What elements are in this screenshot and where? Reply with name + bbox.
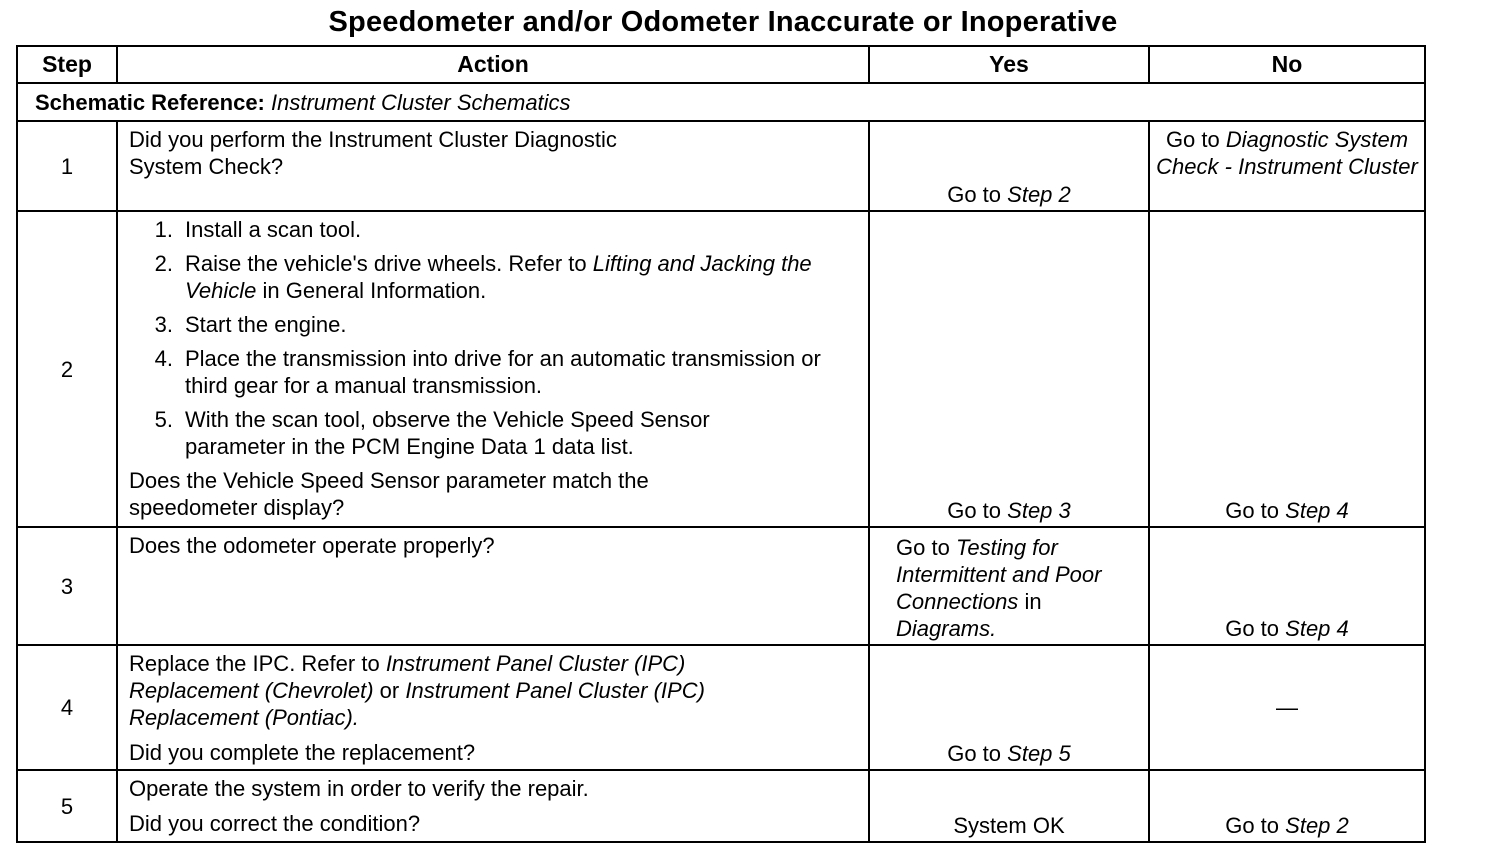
no-cell xyxy=(1149,211,1425,527)
yes-link-diagrams[interactable]: Diagrams. xyxy=(896,616,997,641)
yes-prefix: Go to xyxy=(947,741,1002,766)
yes-prefix: Go to xyxy=(947,182,1002,207)
step-number: 2 xyxy=(17,211,117,527)
table-row xyxy=(17,527,1425,645)
yes-cell xyxy=(869,527,1149,645)
schematic-label: Schematic Reference: xyxy=(35,89,265,115)
question-text: Did you correct the condition? xyxy=(129,811,421,836)
list-text-wrapper xyxy=(185,250,858,304)
action-cell xyxy=(117,121,869,211)
list-item xyxy=(129,250,858,304)
list-number: 2. xyxy=(154,251,173,276)
yes-link[interactable]: Step 2 xyxy=(1007,182,1071,207)
instruction-text xyxy=(129,650,789,731)
replacement-link-pontiac[interactable]: Instrument Panel Cluster (IPC) Replacement (Pontiac). xyxy=(129,678,705,730)
no-prefix: Go to xyxy=(1225,498,1280,523)
no-link[interactable]: Step 4 xyxy=(1285,498,1349,523)
step-number: 1 xyxy=(17,121,117,211)
question-text: Does the Vehicle Speed Sensor parameter match the speedometer display? xyxy=(129,468,649,520)
yes-text: System OK xyxy=(953,813,1065,838)
yes-link[interactable]: Step 5 xyxy=(1007,741,1071,766)
no-cell xyxy=(1149,121,1425,211)
list-item xyxy=(129,311,858,338)
procedure-list xyxy=(129,216,858,460)
header-action: Action xyxy=(117,46,869,83)
no-cell xyxy=(1149,770,1425,842)
yes-cell xyxy=(869,770,1149,842)
table-row xyxy=(17,770,1425,842)
list-text: Place the transmission into drive for an automatic transmission or third gear for a manual transmission. xyxy=(185,346,821,398)
list-text: Install a scan tool. xyxy=(185,217,362,242)
question-text: Did you perform the Instrument Cluster Diagnostic System Check? xyxy=(129,127,617,179)
action-cell xyxy=(117,645,869,770)
list-text: Start the engine. xyxy=(185,312,347,337)
no-cell xyxy=(1149,645,1425,770)
yes-cell xyxy=(869,645,1149,770)
action-cell xyxy=(117,770,869,842)
no-link[interactable]: Step 4 xyxy=(1285,616,1349,641)
table-row xyxy=(17,645,1425,770)
header-no: No xyxy=(1149,46,1425,83)
yes-cell xyxy=(869,211,1149,527)
list-number: 4. xyxy=(154,346,173,371)
yes-suffix: in xyxy=(1024,589,1042,614)
list-item xyxy=(129,345,858,399)
yes-prefix: Go to xyxy=(947,498,1002,523)
question-text: Did you complete the replacement? xyxy=(129,740,476,765)
diagnostic-table xyxy=(16,45,1426,843)
instruction-or: or xyxy=(379,678,400,703)
question-text: Does the odometer operate properly? xyxy=(129,533,495,558)
no-link[interactable]: Step 2 xyxy=(1285,813,1349,838)
no-cell xyxy=(1149,527,1425,645)
table-row xyxy=(17,211,1425,527)
no-prefix: Go to xyxy=(1225,616,1280,641)
page-title: Speedometer and/or Odometer Inaccurate or Inoperative xyxy=(328,6,1118,38)
no-prefix: Go to xyxy=(1165,127,1220,152)
instruction-lead: Replace the IPC. Refer to xyxy=(129,651,380,676)
no-link[interactable]: Diagnostic System Check - Instrument Cluster xyxy=(1156,127,1418,179)
yes-link[interactable]: Testing for Intermittent and Poor Connections xyxy=(896,535,1102,614)
list-text: With the scan tool, observe the Vehicle Speed Sensor parameter in the PCM Engine Data 1 data list. xyxy=(185,407,710,459)
header-yes: Yes xyxy=(869,46,1149,83)
yes-prefix: Go to xyxy=(896,535,950,560)
table-row xyxy=(17,121,1425,211)
list-item xyxy=(129,216,858,243)
header-step: Step xyxy=(17,46,117,83)
no-prefix: Go to xyxy=(1225,813,1280,838)
list-number: 5. xyxy=(154,407,173,432)
yes-link[interactable]: Step 3 xyxy=(1007,498,1071,523)
list-item xyxy=(129,406,858,460)
instruction-text: Operate the system in order to verify the repair. xyxy=(129,776,589,801)
header-row xyxy=(17,46,1425,83)
list-text: Raise the vehicle's drive wheels. Refer to xyxy=(185,251,587,276)
replacement-link-chevrolet[interactable]: Instrument Panel Cluster (IPC) Replacement (Chevrolet) xyxy=(129,651,686,703)
action-cell xyxy=(117,211,869,527)
no-dash: — xyxy=(1276,695,1298,720)
list-number: 3. xyxy=(154,312,173,337)
list-suffix: in General Information. xyxy=(262,278,487,303)
yes-cell xyxy=(869,121,1149,211)
step-number: 3 xyxy=(17,527,117,645)
schematic-reference xyxy=(17,83,1425,121)
step-number: 5 xyxy=(17,770,117,842)
list-number: 1. xyxy=(154,217,173,242)
step-number: 4 xyxy=(17,645,117,770)
action-cell xyxy=(117,527,869,645)
list-link[interactable]: Lifting and Jacking the Vehicle xyxy=(185,251,812,303)
schematic-row xyxy=(17,83,1425,121)
schematic-link[interactable]: Instrument Cluster Schematics xyxy=(271,89,571,115)
